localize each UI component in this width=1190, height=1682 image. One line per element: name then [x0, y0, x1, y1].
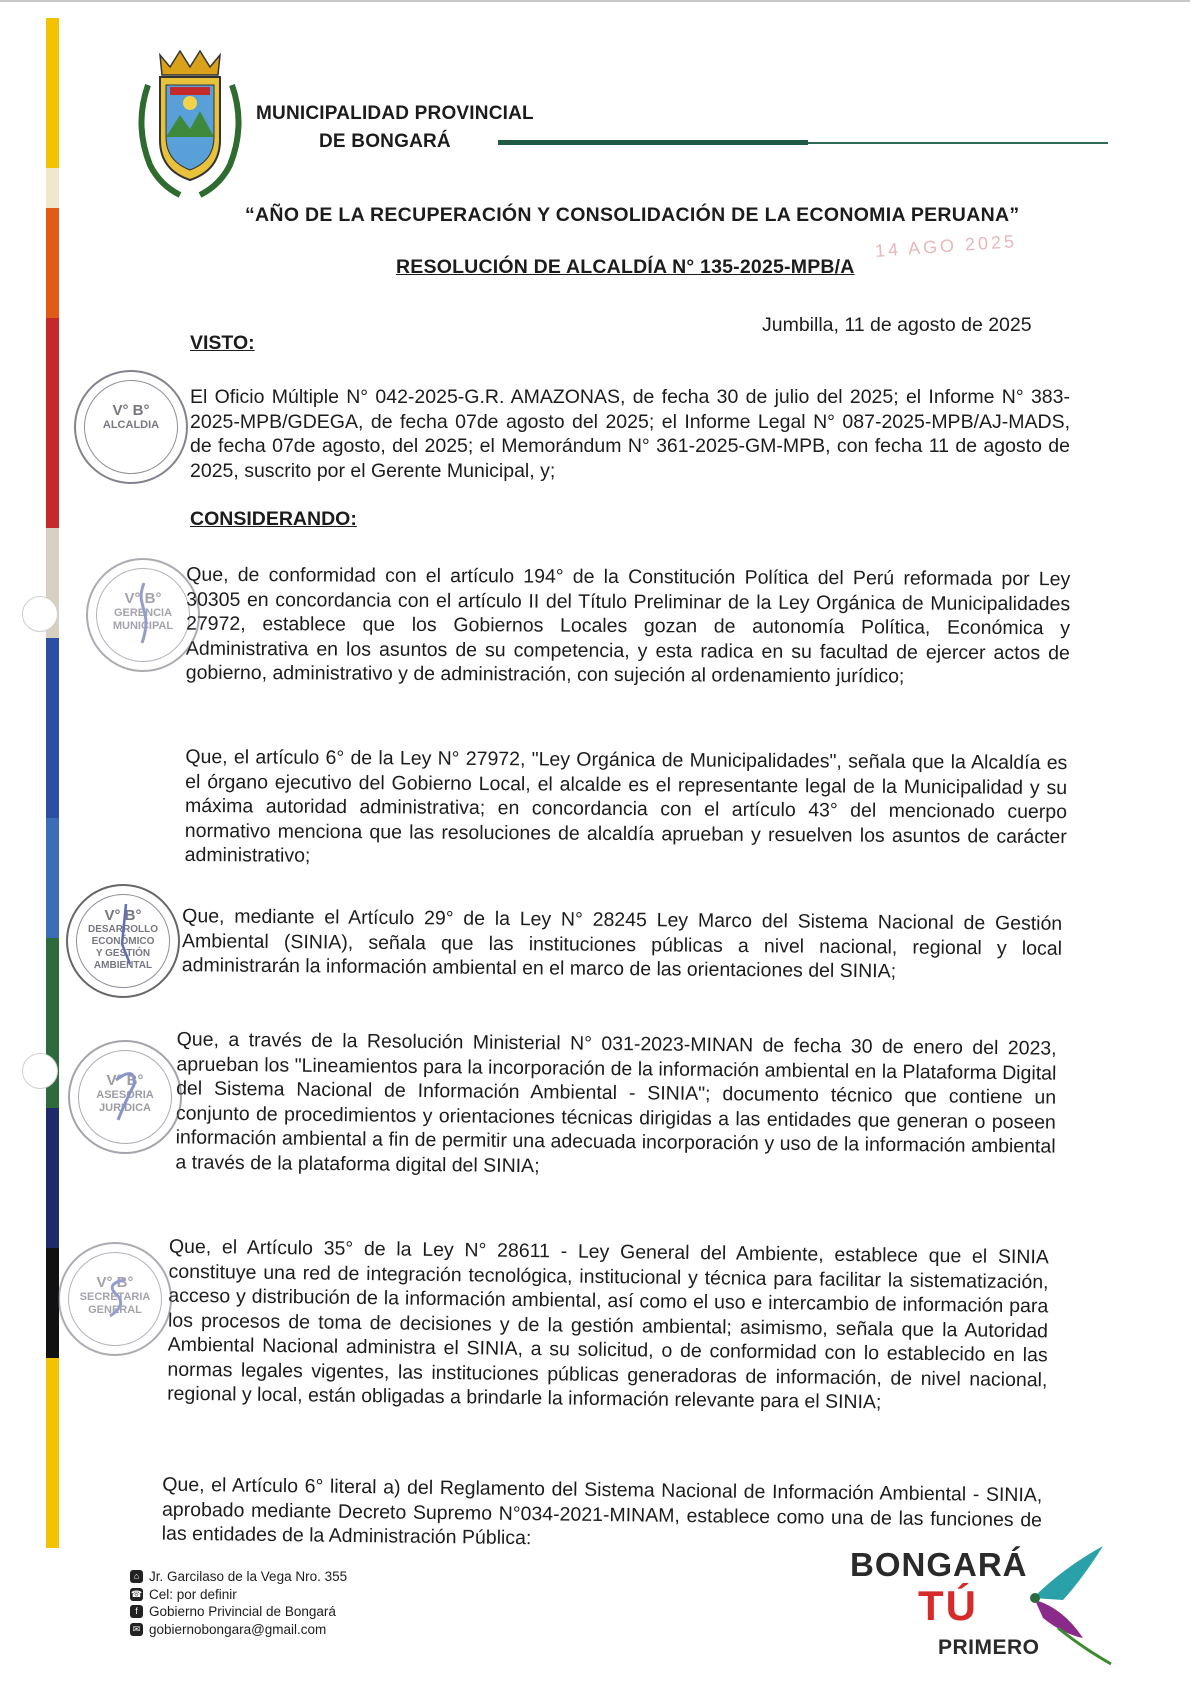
considerando-heading: CONSIDERANDO:	[190, 508, 357, 530]
year-motto: “AÑO DE LA RECUPERACIÓN Y CONSOLIDACIÓN DE LA ECONOMIA PERUANA”	[245, 204, 1020, 226]
signature-icon	[104, 904, 144, 974]
considerando-paragraph: Que, el Artículo 6° literal a) del Reglamento del Sistema Nacional de Información Ambiental - SINIA, aprobado mediante Decreto Supremo N°034-2021-MINAM, establece como una de las funciones de las entidades de la Administración Pública:	[161, 1473, 1043, 1550]
considerando-paragraph: Que, de conformidad con el artículo 194° de la Constitución Política del Perú reformada por Ley 30305 en concordancia con el artículo II del Título Preliminar de la Ley Orgánica de Municipalidades 27972, establece que los Gobiernos Locales gozan de autonomía Política, Económica y Administrativa en los asuntos de su competencia, y esta radica en su facultad de ejercer actos de gobierno, administrativo y de administración, con sujeción al ordenamiento jurídico;	[185, 563, 1071, 688]
approval-seal-gerencia: V° B° GERENCIA MUNICIPAL	[86, 558, 200, 672]
punch-hole	[22, 596, 58, 632]
footer-phone: Cel: por definir	[149, 1586, 237, 1602]
approval-seal-desarrollo: V° B° DESARROLLO ECONÓMICO Y GESTIÓN AMBIENTAL	[66, 884, 180, 998]
footer-facebook-row	[130, 1603, 347, 1621]
footer-address-row	[130, 1568, 347, 1586]
header-divider-thin	[808, 142, 1108, 144]
organization-name	[256, 100, 534, 156]
resolution-title: RESOLUCIÓN DE ALCALDÍA N° 135-2025-MPB/A	[396, 256, 855, 278]
considerando-paragraph: Que, el artículo 6° de la Ley N° 27972, "Ley Orgánica de Municipalidades", señala que la Alcaldía es el órgano ejecutivo del Gobierno Local, el alcalde es el representante legal de la Municipalidad y su máxima autoridad administrativa; en concordancia con el artículo 43° del mencionado cuerpo normativo menciona que las resoluciones de alcaldía aprueban y resuelven los asuntos de carácter administrativo;	[184, 745, 1068, 867]
signature-icon	[124, 578, 164, 648]
email-icon: ✉	[130, 1623, 143, 1636]
place-date: Jumbilla, 11 de agosto de 2025	[762, 314, 1032, 336]
header-divider	[498, 140, 808, 145]
org-name-line1: MUNICIPALIDAD PROVINCIAL	[256, 103, 534, 124]
footer-address: Jr. Garcilaso de la Vega Nro. 355	[149, 1569, 348, 1584]
footer-email-row	[130, 1621, 347, 1639]
received-date-stamp: 14 AGO 2025	[874, 231, 1018, 261]
phone-icon: ☎	[130, 1588, 143, 1599]
footer-email: gobiernobongara@gmail.com	[149, 1621, 327, 1637]
approval-seal-secretaria: V° B° SECRETARIA GENERAL	[58, 1242, 172, 1356]
brand-line3: PRIMERO	[938, 1636, 1040, 1659]
footer-contact	[130, 1568, 347, 1638]
decorative-color-stripe	[46, 18, 59, 1598]
footer-phone-row	[130, 1586, 347, 1604]
visto-heading: VISTO:	[190, 332, 255, 354]
facebook-icon: f	[130, 1605, 143, 1618]
signature-icon	[96, 1262, 136, 1332]
location-icon: ⌂	[130, 1570, 143, 1583]
punch-hole	[22, 1053, 58, 1089]
approval-seal-asesoria: V° B° ASESORIA JURIDICA	[68, 1040, 182, 1154]
brand-logo	[848, 1538, 1118, 1668]
approval-seal-alcaldia: V° B° ALCALDIA	[74, 370, 188, 484]
org-name-line2: DE BONGARÁ	[319, 131, 451, 152]
brand-line1: BONGARÁ	[850, 1546, 1028, 1583]
considerando-paragraph: Que, el Artículo 35° de la Ley N° 28611 - Ley General del Ambiente, establece que el SINIA constituye una red de integración tecnológica, institucional y técnica para facilitar la sistematización, acceso y distribución de la información ambiental, así como el uso e intercambio de información para los procesos de toma de decisiones y de la gestión ambiental; asimismo, señala que la Autoridad Ambiental Nacional administra el SINIA, a su solicitud, o de conformidad con lo establecido en las normas legales vigentes, las instituciones públicas generadoras de información, de nivel nacional, regional y local, están obligadas a brindarle la información relevante para el SINIA;	[167, 1235, 1050, 1414]
municipal-crest-icon	[130, 45, 250, 200]
signature-icon	[106, 1060, 146, 1130]
footer-facebook: Gobierno Privincial de Bongará	[149, 1604, 336, 1619]
visto-paragraph: El Oficio Múltiple N° 042-2025-G.R. AMAZONAS, de fecha 30 de julio del 2025; el Informe N° 383-2025-MPB/GDEGA, de fecha 07de agosto del 2025; el Informe Legal N° 087-2025-MPB/AJ-MADS, de fecha 07de agosto, del 2025; el Memorándum N° 361-2025-GM-MPB, con fecha 11 de agosto de 2025, suscrito por el Gerente Municipal, y;	[190, 386, 1070, 482]
considerando-paragraph: Que, a través de la Resolución Ministerial N° 031-2023-MINAN de fecha 30 de enero del 2023, aprueban los "Lineamientos para la incorporación de la información ambiental en la Plataforma Digital del Sistema Nacional de Información Ambiental - SINIA"; documento técnico que contiene un conjunto de procedimientos y orientaciones técnicas dirigidas a las entidades que generan o poseen información ambiental a fin de permitir una adecuada incorporación y uso de la información ambiental a través de la plataforma digital del SINIA;	[175, 1028, 1057, 1177]
considerando-paragraph: Que, mediante el Artículo 29° de la Ley N° 28245 Ley Marco del Sistema Nacional de Gestión Ambiental (SINIA), señala que las instituciones públicas a nivel nacional, regional y local administrarán la información ambiental en el marco de las orientaciones del SINIA;	[181, 905, 1063, 983]
brand-line2: TÚ	[918, 1582, 978, 1629]
page-top-edge	[0, 0, 1190, 2]
